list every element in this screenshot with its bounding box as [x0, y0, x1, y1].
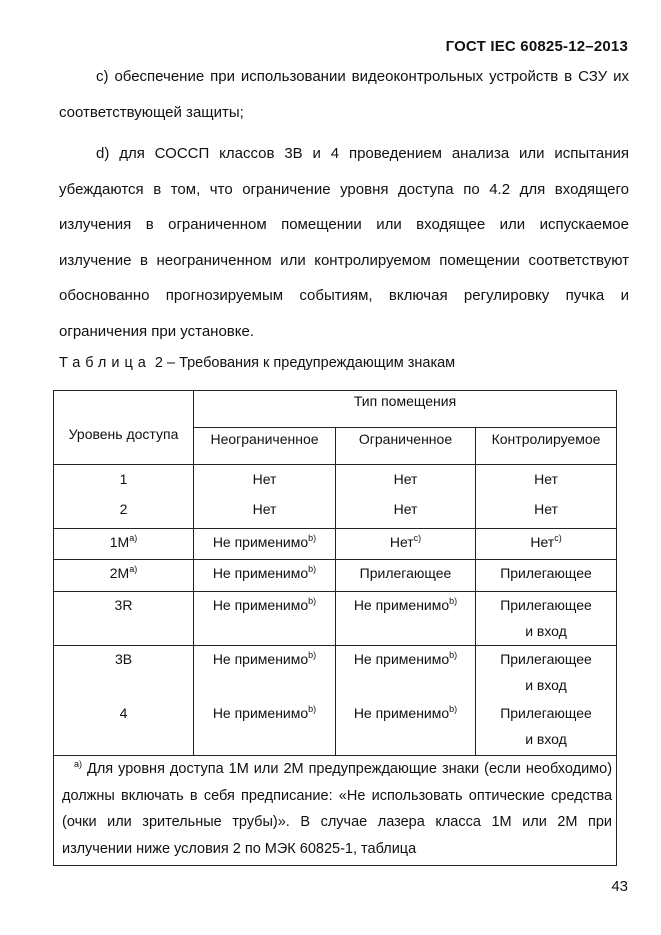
table-caption-prefix: Таблица [59, 355, 151, 371]
header-restricted: Ограниченное [336, 428, 476, 465]
table-caption-text: 2 – Требования к предупреждающим знакам [154, 355, 456, 371]
table-row: 1 Нет Нет Нет [54, 465, 617, 496]
table-caption [59, 355, 455, 371]
table-footnote-row [54, 756, 617, 866]
table-row: $2М^{а)}$ Не применимо$^{b)}$ Прилегающее Прилегающее [54, 560, 617, 592]
table-row: 3В Не применимо$^{b)}$ Не применимо$^{b)}$ Прилегающее и вход [54, 646, 617, 700]
table-footnote [54, 756, 617, 866]
warning-signs-table [53, 390, 617, 866]
table-row: 3R Не применимо$^{b)}$ Не применимо$^{b)}$ Прилегающее и вход [54, 592, 617, 646]
table-header-row-1 [54, 391, 617, 428]
paragraph-d: d) для СОССП классов 3В и 4 проведением анализа или испытания убеждаются в том, что ограничение уровня доступа по 4.2 для входящего излучения в ограниченном помещении или входящее или испускаемое излучение в неограниченном или контролируемом помещении соответствуют обоснованно прогнозируемым событиям, включая регулировку пучка и ограничения при установке. [59, 145, 629, 340]
document-header: ГОСТ IEC 60825-12–2013 [445, 38, 628, 55]
header-access-level: Уровень доступа [54, 391, 194, 465]
table-row: $1М^{а)}$ Не применимо$^{b)}$ Нет$^{c)}$ Нет$^{c)}$ [54, 529, 617, 560]
paragraph-c: c) обеспечение при использовании видеоконтрольных устройств в СЗУ их соответствующей защиты; [59, 68, 629, 121]
header-unrestricted: Неограниченное [194, 428, 336, 465]
header-controlled: Контролируемое [476, 428, 617, 465]
table-row: 2 Нет Нет Нет [54, 496, 617, 529]
footnote-text: Для уровня доступа 1М или 2М предупреждающие знаки (если необходимо) должны включать в себя предписание: «Не использовать оптические средства (очки или зрительные трубы)». В случае лазера класса 1М или 2М при излучении ниже условия 2 по МЭК 60825-1, таблица [62, 761, 613, 857]
page-number: 43 [611, 878, 628, 895]
header-room-type: Тип помещения [194, 391, 617, 428]
footnote-marker: а) [74, 759, 83, 769]
table-row: 4 Не применимо$^{b)}$ Не применимо$^{b)}$ Прилегающее и вход [54, 700, 617, 756]
